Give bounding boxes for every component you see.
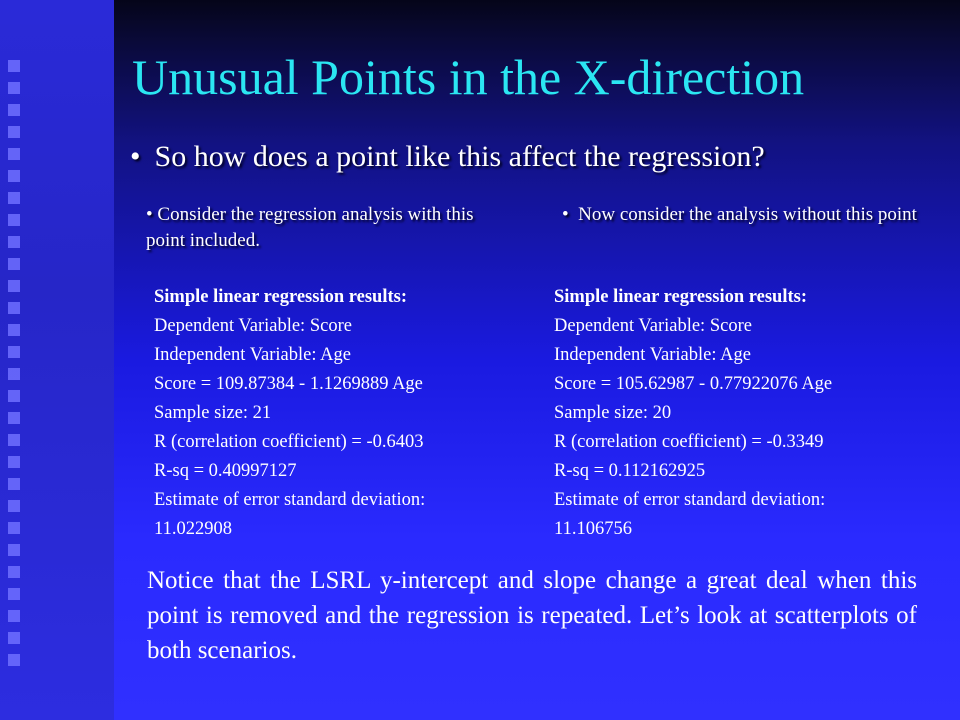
r-squared: R-sq = 0.112162925 [554, 461, 706, 481]
decor-square [8, 632, 20, 644]
right-sub-bullet [562, 202, 922, 228]
decor-square [8, 302, 20, 314]
sample-size: Sample size: 21 [154, 403, 272, 423]
bullet-icon: • [130, 140, 141, 173]
decor-square [8, 390, 20, 402]
decor-square [8, 104, 20, 116]
right-sub-bullet-text: Now consider the analysis without this point [578, 204, 917, 225]
regression-equation: Score = 105.62987 - 0.77922076 Age [554, 374, 833, 394]
sample-size: Sample size: 20 [554, 403, 672, 423]
decor-square [8, 478, 20, 490]
decor-square [8, 148, 20, 160]
results-with-point [154, 283, 425, 544]
decor-square [8, 566, 20, 578]
left-sub-bullet [146, 202, 506, 254]
decor-square [8, 456, 20, 468]
bullet-icon: • [562, 204, 579, 225]
correlation-coefficient: R (correlation coefficient) = -0.6403 [154, 432, 424, 452]
decor-square [8, 236, 20, 248]
correlation-coefficient: R (correlation coefficient) = -0.3349 [554, 432, 824, 452]
decor-square [8, 126, 20, 138]
main-bullet [130, 140, 765, 174]
regression-equation: Score = 109.87384 - 1.1269889 Age [154, 374, 423, 394]
decor-square [8, 170, 20, 182]
dependent-variable: Dependent Variable: Score [154, 316, 352, 336]
error-sd-value: 11.022908 [154, 519, 232, 539]
decor-square [8, 654, 20, 666]
decor-square [8, 346, 20, 358]
bullet-icon: • [146, 204, 158, 225]
error-sd-value: 11.106756 [554, 519, 632, 539]
error-sd-label: Estimate of error standard deviation: [154, 490, 426, 510]
decor-square [8, 544, 20, 556]
r-squared: R-sq = 0.40997127 [154, 461, 297, 481]
decor-square [8, 434, 20, 446]
main-bullet-text: So how does a point like this affect the regression? [154, 140, 765, 173]
decor-square [8, 324, 20, 336]
decor-square [8, 610, 20, 622]
results-heading: Simple linear regression results: [154, 287, 408, 307]
decor-square-column [8, 60, 26, 676]
decor-square [8, 280, 20, 292]
left-sub-bullet-text: Consider the regression analysis with this point included. [146, 204, 474, 251]
error-sd-label: Estimate of error standard deviation: [554, 490, 826, 510]
slide-title: Unusual Points in the X-direction [132, 49, 805, 105]
independent-variable: Independent Variable: Age [154, 345, 351, 365]
decor-square [8, 258, 20, 270]
decor-square [8, 412, 20, 424]
decor-square [8, 60, 20, 72]
decor-square [8, 500, 20, 512]
decor-square [8, 588, 20, 600]
dependent-variable: Dependent Variable: Score [554, 316, 752, 336]
decor-square [8, 214, 20, 226]
left-decor-strip [0, 0, 114, 720]
independent-variable: Independent Variable: Age [554, 345, 751, 365]
results-heading: Simple linear regression results: [554, 287, 808, 307]
decor-square [8, 192, 20, 204]
conclusion-note: Notice that the LSRL y-intercept and slope change a great deal when this point is removed and the regression is repeated. Let’s look at scatterplots of both scenarios. [147, 567, 917, 664]
decor-square [8, 522, 20, 534]
decor-square [8, 82, 20, 94]
results-without-point [554, 283, 832, 544]
decor-square [8, 368, 20, 380]
